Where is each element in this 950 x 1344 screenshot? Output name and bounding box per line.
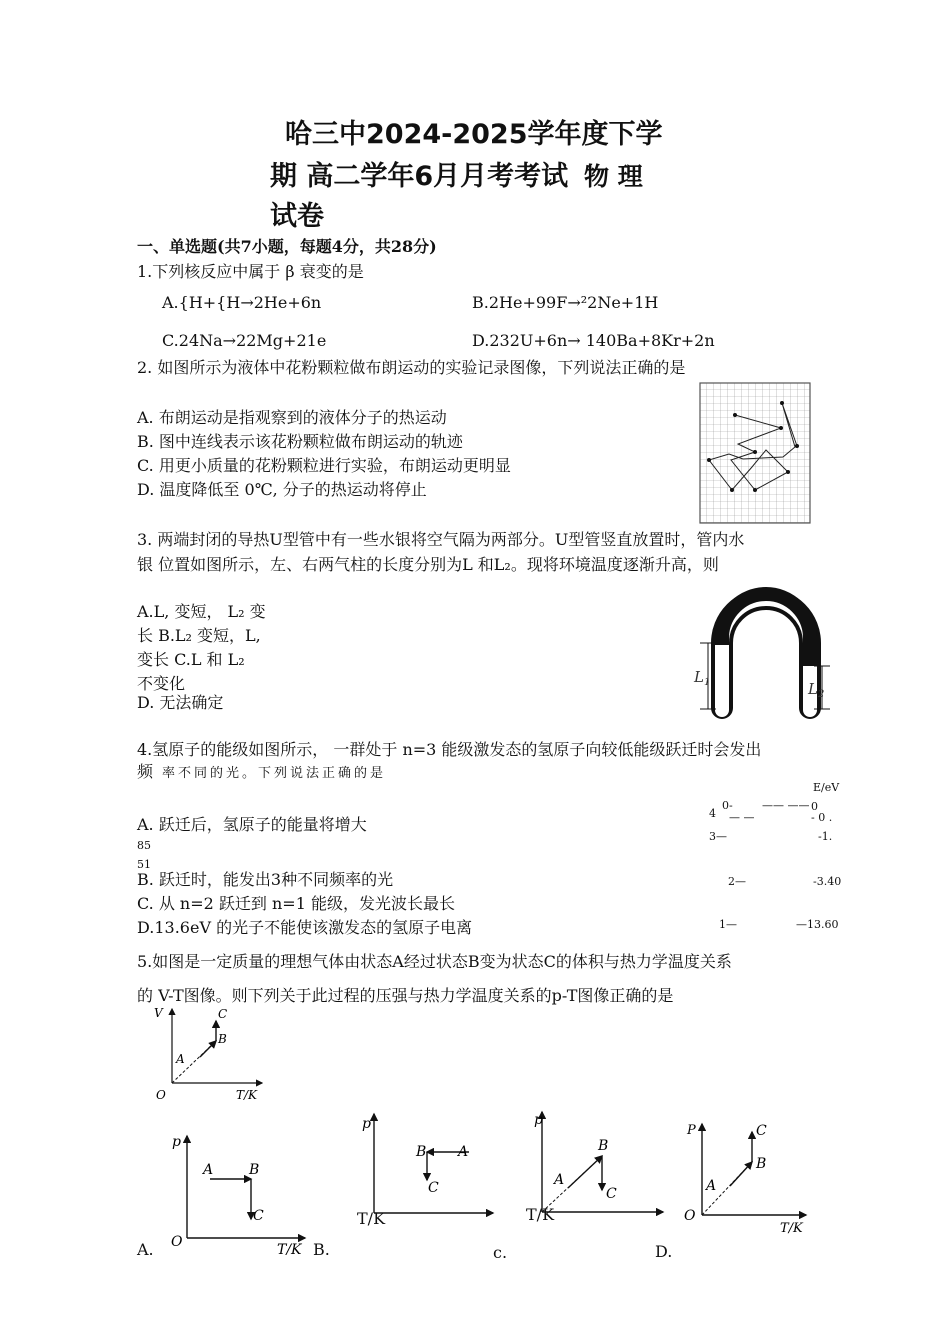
title-line-3: 试卷 [270, 201, 324, 232]
q4-stray-number-1: 85 [137, 839, 151, 852]
section-heading: 一、单选题(共7小题，每题4分，共28分) [137, 237, 437, 256]
level-1-energy: —13.60 [796, 918, 839, 931]
q5-stem-1: 5.如图是一定质量的理想气体由状态A经过状态B变为状态C的体积与热力学温度关系 [137, 952, 732, 971]
q2-stem: 2. 如图所示为液体中花粉颗粒做布朗运动的实验记录图像，下列说法正确的是 [137, 358, 686, 377]
q2-option-a: A. 布朗运动是指观察到的液体分子的热运动 [137, 408, 447, 427]
q1-stem: 1.下列核反应中属于 β 衰变的是 [137, 262, 364, 281]
svg-text:C: C [253, 1208, 264, 1224]
pt-graph-option-b [358, 1110, 493, 1220]
svg-text:A: A [203, 1162, 214, 1178]
q3-stem-1: 3. 两端封闭的导热U型管中有一些水银将空气隔为两部分。U型管竖直放置时，管内水 [137, 530, 745, 549]
q3-options-2: 长 B.L₂ 变短，L, [137, 626, 261, 645]
level-1-n: 1— [719, 918, 737, 931]
energy-unit-label: E/eV [813, 781, 840, 794]
level-3-n: 3— [709, 830, 727, 843]
q1-option-c: C.24Na→22Mg+21e [162, 331, 327, 350]
level-4-line: — — [729, 811, 755, 824]
svg-text:B: B [249, 1162, 260, 1178]
level-4-n: 4 [709, 807, 716, 820]
u-tube-figure [690, 588, 838, 718]
pt-graph-option-c [528, 1108, 668, 1218]
title-line-1: 哈三中2024-2025学年度下学 [285, 119, 663, 150]
svg-text:T/K: T/K [236, 1088, 258, 1102]
q3-stem-2: 银 位置如图所示，左、右两气柱的长度分别为L 和L₂。现将环境温度逐渐升高，则 [137, 555, 719, 574]
level-2-n: 2— [728, 875, 746, 888]
q1-option-b: B.2He+99F→²2Ne+1H [472, 293, 659, 312]
option-b-label: B. [313, 1240, 330, 1259]
level-4-energy: - 0 . [811, 811, 833, 824]
svg-text:V: V [154, 1006, 163, 1020]
vt-graph [150, 1003, 270, 1103]
svg-text:A: A [554, 1172, 565, 1188]
option-c-xaxis-label: T/K [526, 1205, 555, 1224]
svg-text:O: O [684, 1208, 696, 1224]
svg-text:B: B [598, 1138, 609, 1154]
svg-text:C: C [428, 1180, 439, 1196]
q3-options-4: 不变化 [137, 674, 186, 693]
q4-option-c: C. 从 n=2 跃迁到 n=1 能级，发光波长最长 [137, 894, 455, 913]
q1-option-a: A.{H+{H→2He+6n [162, 293, 322, 312]
q5-stem-2: 的 V-T图像。则下列关于此过程的压强与热力学温度关系的p-T图像正确的是 [137, 986, 674, 1005]
q1-option-d: D.232U+6n→ 140Ba+8Kr+2n [472, 331, 715, 350]
svg-text:C: C [756, 1123, 767, 1139]
svg-text:A: A [706, 1178, 717, 1194]
q4-option-d: D.13.6eV 的光子不能使该激发态的氢原子电离 [137, 918, 473, 937]
q4-stem-1: 4.氢原子的能级如图所示， 一群处于 n=3 能级激发态的氢原子向较低能级跃迁时会发出 [137, 740, 762, 759]
svg-text:A: A [458, 1144, 469, 1160]
pt-graph-option-d [682, 1120, 810, 1235]
q4-stem-2a: 频 [137, 762, 154, 781]
svg-text:T/K: T/K [780, 1221, 803, 1236]
q4-option-b: B. 跃迁时，能发出3种不同频率的光 [137, 870, 394, 889]
option-d-label: D. [655, 1242, 673, 1261]
svg-text:P: P [687, 1123, 696, 1138]
svg-text:O: O [171, 1234, 183, 1250]
level-2-energy: -3.40 [813, 875, 842, 888]
q2-option-d: D. 温度降低至 0℃, 分子的热运动将停止 [137, 480, 427, 499]
svg-text:p: p [172, 1134, 181, 1150]
level-3-energy: -1. [818, 830, 833, 843]
q2-option-b: B. 图中连线表示该花粉颗粒做布朗运动的轨迹 [137, 432, 463, 451]
svg-text:A: A [176, 1052, 185, 1066]
svg-text:O: O [156, 1088, 166, 1102]
level-inf-energy: 0 [811, 800, 818, 813]
svg-text:B: B [416, 1144, 427, 1160]
q3-options-3: 变长 C.L 和 L₂ [137, 650, 245, 669]
svg-text:C: C [606, 1186, 617, 1202]
label-l2: $L_2$ [808, 680, 825, 700]
label-l1: $L_1$ [694, 668, 711, 688]
q3-option-d: D. 无法确定 [137, 693, 224, 712]
level-inf-line: —— —— [762, 799, 810, 812]
title-line-2: 期 高二学年6月月考考试 [270, 161, 569, 192]
svg-text:p: p [362, 1116, 371, 1132]
option-b-xaxis-label: T/K [357, 1209, 386, 1228]
q4-stem-2b: 率不同的光。下列说法正确的是 [162, 766, 387, 781]
q2-option-c: C. 用更小质量的花粉颗粒进行实验，布朗运动更明显 [137, 456, 511, 475]
q3-options-1: A.L, 变短， L₂ 变 [137, 602, 266, 621]
pt-graph-option-a [165, 1130, 310, 1258]
svg-text:C: C [218, 1007, 228, 1021]
option-a-label: A. [137, 1240, 154, 1259]
title-line-2-subject: 物 理 [584, 162, 643, 191]
q4-option-a: A. 跃迁后，氢原子的能量将增大 [137, 815, 367, 834]
svg-text:p: p [534, 1112, 543, 1128]
q4-stray-number-2: 51 [137, 858, 151, 871]
brownian-motion-grid-figure [699, 382, 811, 524]
svg-text:T/K: T/K [277, 1242, 302, 1258]
svg-text:B: B [218, 1032, 227, 1046]
option-c-label: c. [493, 1243, 508, 1262]
level-inf-n: 0- [722, 799, 733, 812]
svg-text:B: B [756, 1156, 767, 1172]
